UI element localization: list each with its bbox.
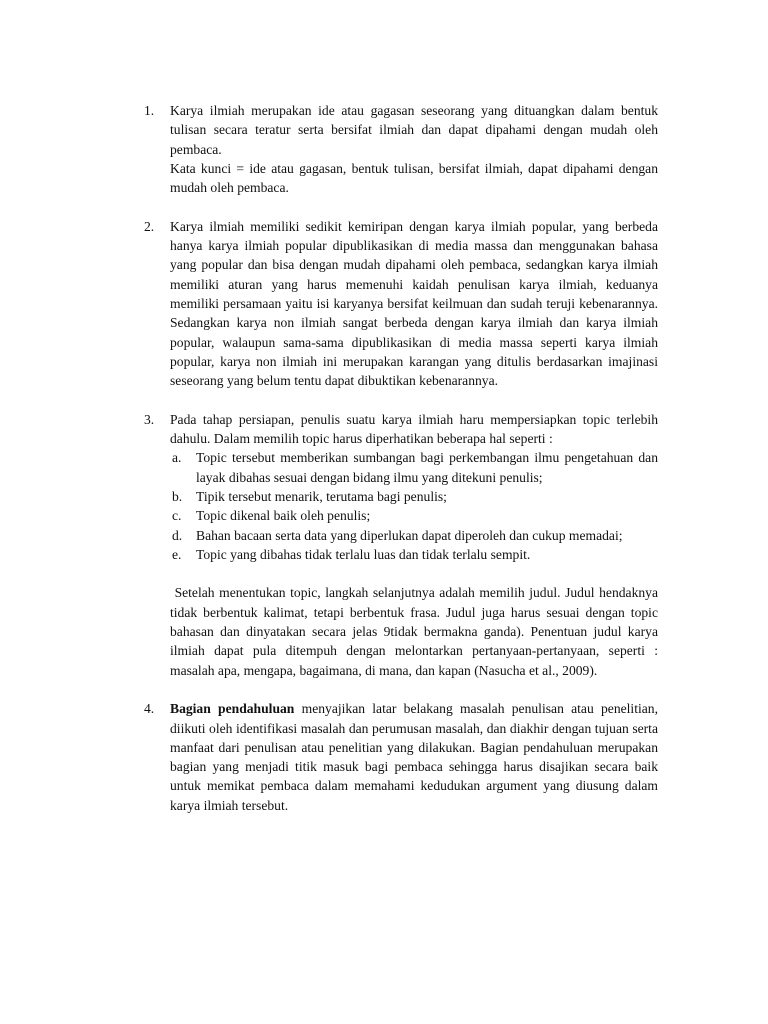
list-item-body bbox=[170, 217, 658, 391]
sub-list-text: Topic dikenal baik oleh penulis; bbox=[196, 508, 371, 524]
numbered-list bbox=[144, 101, 662, 834]
list-number: 3. bbox=[144, 411, 155, 427]
sub-list-item-c bbox=[170, 506, 658, 525]
intro-paragraph: Pada tahap persiapan, penulis suatu karya ilmiah haru mempersiapkan topic terlebih dahulu. Dalam memilih topic harus diperhatikan beberapa hal seperti : bbox=[170, 411, 658, 447]
paragraph: Karya ilmiah memiliki sedikit kemiripan dengan karya ilmiah popular, yang berbeda hanya karya ilmiah popular dipublikasikan di media massa dan menggunakan bahasa yang popular dan bisa dengan mudah dipahami oleh pembaca, sedangkan karya ilmiah memiliki aturan yang harus memenuhi kaidah penulisan karya ilmiah, keduanya memiliki persamaan yaitu isi karyanya bersifat keilmuan dan sudah teruji kebenarannya. Sedangkan karya non ilmiah sangat berbeda dengan karya ilmiah dan karya ilmiah popular, walaupun sama-sama dipublikasikan di media massa seperti karya ilmiah popular, karya non ilmiah ini merupakan karangan yang ditulis berdasarkan imajinasi seseorang yang belum tentu dapat dibuktikan kebenarannya. bbox=[170, 218, 658, 389]
list-item-3 bbox=[144, 410, 662, 680]
paragraph-rest: menyajikan latar belakang masalah penulisan atau penelitian, diikuti oleh identifikasi masalah dan perumusan masalah, dan diakhir dengan tujuan serta manfaat dari penulisan atau penelitian yang dilakukan. Bagian pendahuluan merupakan bagian yang menjadi titik masuk bagi pembaca sehingga harus disajikan secara baik untuk memikat pembaca dalam memahami kedudukan argument yang diusung dalam karya ilmiah tersebut. bbox=[170, 701, 658, 813]
paragraph bbox=[170, 699, 658, 815]
sub-list-text: Topic yang dibahas tidak terlalu luas dan tidak terlalu sempit. bbox=[196, 546, 531, 562]
sub-list-item-e bbox=[170, 545, 658, 564]
list-number: 2. bbox=[144, 218, 155, 234]
list-item-2 bbox=[144, 217, 658, 391]
follow-up-paragraph: Setelah menentukan topic, langkah selanjutnya adalah memilih judul. Judul hendaknya tidak berbentuk kalimat, tetapi berbentuk frasa. Judul juga harus sesuai dengan topic bahasan dan dinyatakan secara jelas 9tidak bermakna ganda). Penentuan judul karya ilmiah dapat pula ditempuh dengan melontarkan pertanyaan-pertanyaan, seperti : masalah apa, mengapa, bagaimana, di mana, dan kapan (Nasucha et al., 2009). bbox=[170, 585, 662, 678]
sub-list-text: Topic tersebut memberikan sumbangan bagi perkembangan ilmu pengetahuan dan layak dibahas sesuai dengan bidang ilmu yang ditekuni penulis; bbox=[196, 450, 658, 485]
sub-list-letter: c. bbox=[172, 508, 182, 524]
list-number: 4. bbox=[144, 701, 155, 717]
sub-list-text: Tipik tersebut menarik, terutama bagi penulis; bbox=[196, 488, 447, 504]
list-item-1 bbox=[144, 101, 658, 197]
sub-list-text: Bahan bacaan serta data yang diperlukan dapat diperoleh dan cukup memadai; bbox=[196, 527, 623, 543]
list-item-body bbox=[170, 410, 662, 680]
sub-list-letter: d. bbox=[172, 527, 183, 543]
list-item-body bbox=[170, 699, 658, 815]
sub-list-item-b bbox=[170, 487, 658, 506]
bold-lead-term: Bagian pendahuluan bbox=[170, 701, 295, 717]
list-number: 1. bbox=[144, 103, 155, 118]
sub-list-letter: a. bbox=[172, 450, 182, 466]
sub-list-letter: b. bbox=[172, 488, 183, 504]
sub-list-letter: e. bbox=[172, 546, 182, 562]
list-item-body bbox=[170, 101, 658, 197]
list-item-4 bbox=[144, 699, 658, 815]
keyword-paragraph: Kata kunci = ide atau gagasan, bentuk tulisan, bersifat ilmiah, dapat dipahami dengan mudah oleh pembaca. bbox=[170, 160, 658, 196]
sub-list-item-a bbox=[170, 448, 658, 487]
sub-list-item-d bbox=[170, 526, 658, 545]
paragraph: Karya ilmiah merupakan ide atau gagasan seseorang yang dituangkan dalam bentuk tulisan secara teratur serta bersifat ilmiah dan dapat dipahami dengan mudah oleh pembaca. bbox=[170, 103, 658, 157]
